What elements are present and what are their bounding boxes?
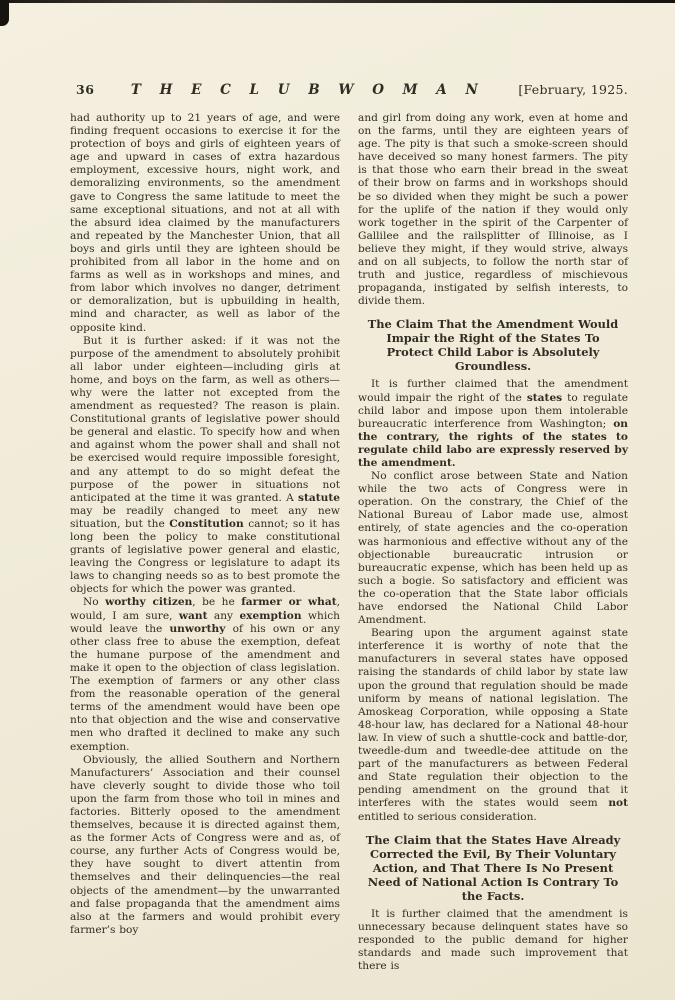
section-heading: The Claim That the Amendment Would Impair the Right of the States To Protect Child Labor is Absolutely Groundless. <box>367 317 619 374</box>
paragraph <box>70 754 340 937</box>
body-text: It is further claimed that the amendment is unnecessary because delinquent states have so responded to the public demand for higher standards and made such improvement that there is <box>358 907 628 972</box>
body-text: , would, I am sure, <box>70 596 340 622</box>
section-heading: The Claim that the States Have Already Corrected the Evil, By Their Voluntary Action, and That There Is No Present Need of National Action Is Contrary To the Facts. <box>365 832 621 903</box>
body-text: any <box>207 609 240 622</box>
paragraph <box>358 378 628 470</box>
body-text: cannot; so it has long been the policy to make constitutional grants of legislative power general and elastic, leaving the Congress or legislature to adapt its laws to changing needs so as to best promote the objects for which the power was granted. <box>70 517 340 596</box>
emphasized-text: farmer or what <box>241 596 337 609</box>
body-text: But it is further asked: if it was not the purpose of the amendment to absolutely prohibit all labor under eighteen—including girls at home, and boys on the farm, as well as others—why were the latter not excepted from the amendment as requested? The reason is plain. Constitutional grants of legislative power should be general and elastic. To specify how and when and against whom the power shall and shall not be exercised would require impossible foresight, and any attempt to do so might defeat the purpose of the power in situations not anticipated at the time it was granted. A <box>70 334 340 504</box>
body-text: may be readily changed to meet any new situation, but the <box>70 504 340 530</box>
paragraph <box>70 112 340 335</box>
paragraph <box>70 596 340 753</box>
emphasized-text: not <box>608 797 628 810</box>
paragraph <box>358 908 628 973</box>
body-text: Obviously, the allied Southern and Northern Manufacturers’ Association and their counsel have cleverly sought to divide those who toil upon the farm from those who toil in mines and factories. Bitterly oposed to the amendment themselves, because it is directed against them, as the former Acts of Congress were and as, of course, any further Acts of Congress would be, they have sought to divert attentin from themselves and their delinquencies—the real objects of the amendment—by the unwarranted and false propaganda that the amendment aims also at the farmers and would prohibit every farmer’s boy <box>70 753 340 936</box>
right-column <box>358 112 628 973</box>
emphasized-text: worthy citizen <box>105 596 193 609</box>
emphasized-text: statute <box>298 491 340 504</box>
body-text: entitled to serious consideration. <box>358 810 537 823</box>
body-text: , be he <box>192 596 242 609</box>
paragraph <box>358 627 628 823</box>
paragraph <box>358 470 628 627</box>
body-text: No conflict arose between State and Nation while the two acts of Congress were in operation. On the constrary, the Chief of the National Bureau of Labor made use, almost entirely, of state agencies and the co-operation was harmonious and effective without any of the objectionable bureaucratic intrusion or bureaucratic expense, which has been held up as such a bogie. So satisfactory and efficient was the co-operation that the State labor officials have endorsed the National Child Labor Amendment. <box>358 470 628 627</box>
scan-edge-top <box>0 0 675 3</box>
body-text: and girl from doing any work, even at home and on the farms, until they are eighteen years of age. The pity is that such a smoke-screen should have deceived so many honest farmers. The pity is that those who earn their bread in the sweat of their brow on farms and in workshops should be so divided when they might be such a power for the uplife of the nation if they would only work together in the spirit of the Carpenter of Gallilee and the railsplitter of Illinoise, as I believe they might, if they would strive, always and on all subjects, to follow the north star of truth and justice, regardless of mischievous propaganda, instigated by selfish interests, to divide them. <box>358 112 628 308</box>
body-text: Bearing upon the argument against state interference it is worthy of note that the manufacturers in several states have opposed raising the standards of child labor by state law upon the ground that regulation should be made uniform by means of national legislation. The Amoskeag Corporation, while opposing a State 48-hour law, has declared for a National 48-hour law. In view of such a shuttle-cock and battle-dor, tweedle-dum and tweedle-dee attitude on the part of the manufacturers as between Federal and State regulation their objection to the pending amendment on the ground that it interferes with the states would seem <box>358 627 628 810</box>
text-columns <box>0 98 675 973</box>
emphasized-text: want <box>178 609 208 622</box>
paragraph <box>70 335 340 597</box>
scan-edge-corner <box>0 0 9 26</box>
body-text: which would leave the <box>70 609 340 635</box>
emphasized-text: on the contrary, the rights of the states to regulate child labo are expressly reserved by the amendment. <box>358 417 628 469</box>
page-number: 36 <box>76 82 95 97</box>
body-text: of his own or any other class free to abuse the exemption, defeat the humane purpose of the amendment and make it open to the objection of class legislation. The exemption of farmers or any other class from the reasonable operation of the general terms of the amendment would have been ope nto that objection and the wise and conservative men who drafted it declined to make any such exemption. <box>70 622 340 753</box>
page-header <box>0 0 675 98</box>
journal-title: T H E C L U B W O M A N <box>130 82 482 98</box>
body-text: had authority up to 21 years of age, and were finding frequent occasions to exercise it for the protection of boys and girls of eighteen years of age and upward in cases of extra hazardous employment, excessive hours, night work, and demoralizing environments, so the amendment gave to Congress the same latitude to meet the same exceptional situations, and not at all with the absurd idea claimed by the manufacturers and repeated by the Manchester Union, that all boys and girls until they are ighteen should be prohibited from all labor in the home and on farms as well as in workshops and mines, and from labor which involves no danger, detriment or demoralization, but is upbuilding in health, mind and character, as well as labor of the opposite kind. <box>70 112 340 334</box>
left-column <box>70 112 340 973</box>
emphasized-text: exemption <box>239 609 302 622</box>
body-text: It is further claimed that the amendment would impair the right of the <box>358 378 628 404</box>
emphasized-text: Constitution <box>169 517 244 530</box>
paragraph <box>358 112 628 308</box>
body-text: to regulate child labor and impose upon them intolerable bureaucratic interference from Washington; <box>358 391 628 430</box>
body-text: No <box>83 596 106 609</box>
emphasized-text: unworthy <box>169 622 226 635</box>
emphasized-text: states <box>526 391 563 404</box>
issue-date: [February, 1925. <box>518 82 628 97</box>
